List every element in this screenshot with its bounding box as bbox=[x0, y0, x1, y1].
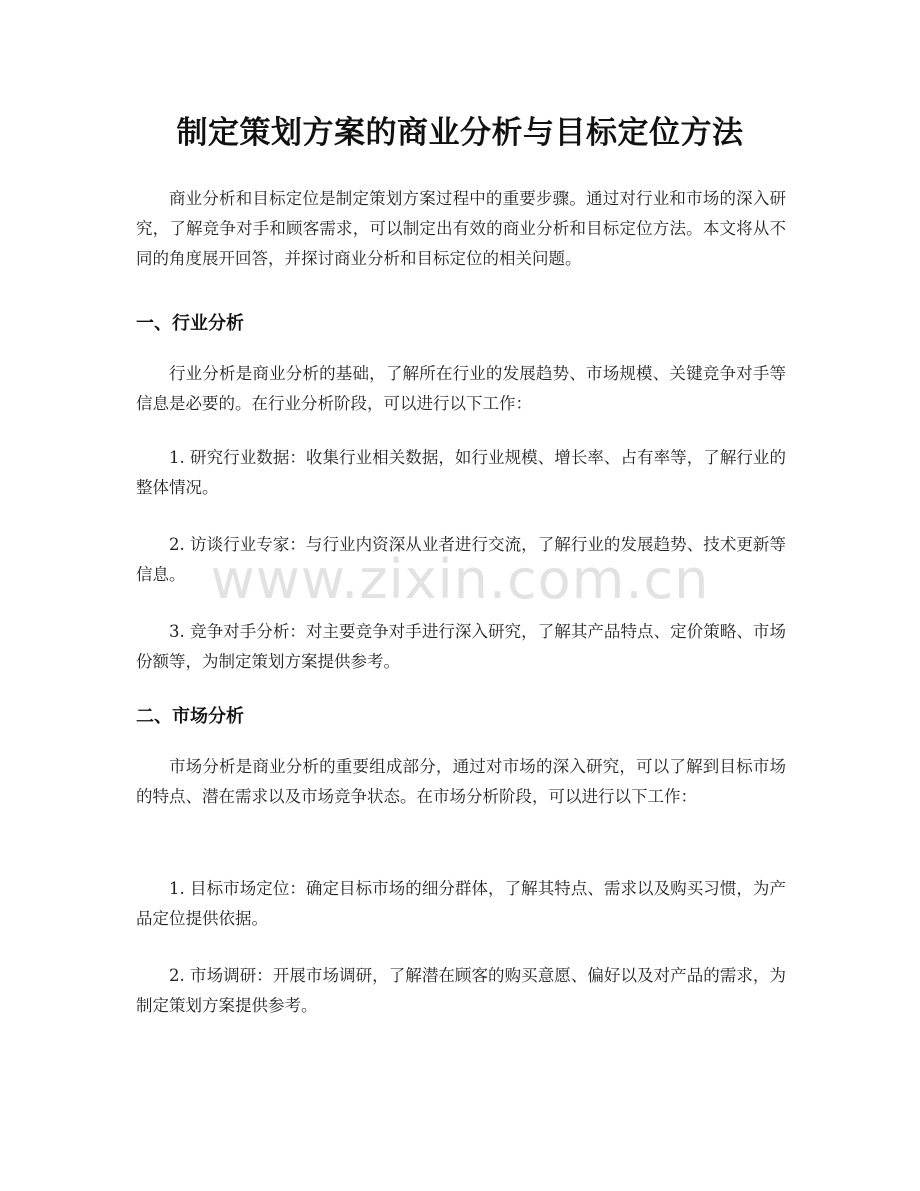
industry-list-item: 2. 访谈行业专家：与行业内资深从业者进行交流，了解行业的发展趋势、技术更新等信息。 bbox=[136, 535, 786, 584]
industry-intro-paragraph: 行业分析是商业分析的基础，了解所在行业的发展趋势、市场规模、关键竞争对手等信息是必要的。在行业分析阶段，可以进行以下工作： bbox=[136, 364, 786, 413]
document-title: 制定策划方案的商业分析与目标定位方法 bbox=[176, 115, 744, 151]
market-list-item: 1. 目标市场定位：确定目标市场的细分群体，了解其特点、需求以及购买习惯，为产品定位提供依据。 bbox=[136, 879, 786, 928]
industry-list-item: 1. 研究行业数据：收集行业相关数据，如行业规模、增长率、占有率等，了解行业的整体情况。 bbox=[136, 448, 786, 497]
intro-paragraph: 商业分析和目标定位是制定策划方案过程中的重要步骤。通过对行业和市场的深入研究，了解竞争对手和顾客需求，可以制定出有效的商业分析和目标定位方法。本文将从不同的角度展开回答，并探讨商业分析和目标定位的相关问题。 bbox=[136, 189, 786, 268]
industry-list-item: 3. 竞争对手分析：对主要竞争对手进行深入研究，了解其产品特点、定价策略、市场份额等，为制定策划方案提供参考。 bbox=[136, 622, 786, 671]
watermark: www.zixin.com.cn bbox=[210, 548, 710, 611]
section-heading-market: 二、市场分析 bbox=[136, 706, 244, 727]
market-intro-paragraph: 市场分析是商业分析的重要组成部分，通过对市场的深入研究，可以了解到目标市场的特点、潜在需求以及市场竞争状态。在市场分析阶段，可以进行以下工作： bbox=[136, 757, 786, 806]
market-list-item: 2. 市场调研：开展市场调研，了解潜在顾客的购买意愿、偏好以及对产品的需求，为制定策划方案提供参考。 bbox=[136, 966, 786, 1015]
section-heading-industry: 一、行业分析 bbox=[136, 313, 244, 334]
